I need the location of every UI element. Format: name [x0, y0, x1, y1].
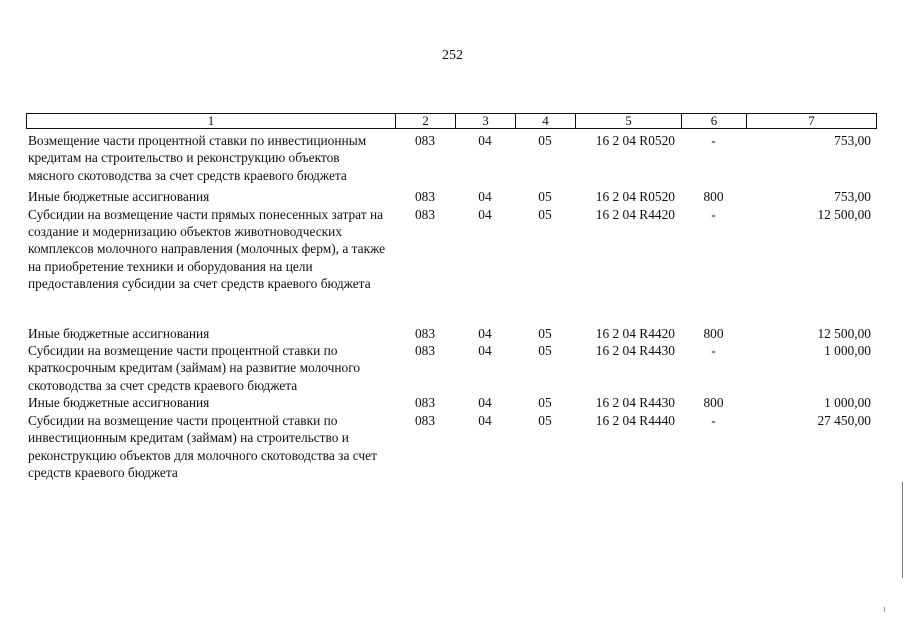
header-col-3: 3	[456, 114, 516, 129]
row-col-2: 083	[414, 206, 436, 222]
scan-edge-mark	[902, 482, 903, 578]
header-col-4: 4	[516, 114, 576, 129]
row-name: Иные бюджетные ассигнования	[28, 189, 210, 205]
row-name: Возмещение части процентной ставки по инвестиционным кредитам на строительство и реконструкцию объектов мясного скотоводства за счет средств краевого бюджета	[28, 133, 367, 183]
row-col-7: 753,00	[834, 189, 871, 205]
row-col-6: 800	[703, 189, 724, 205]
row-col-6: -	[711, 412, 716, 428]
row-name: Субсидии на возмещение части процентной ставки по краткосрочным кредитам (займам) на развитие молочного скотоводства за счет средств краевого бюджета	[28, 343, 361, 393]
table-body	[26, 132, 876, 481]
row-col-6: 800	[703, 325, 724, 341]
row-col-5: 16 2 04 R4430	[595, 343, 675, 359]
row-col-5: 16 2 04 R4430	[595, 395, 675, 411]
row-col-3: 04	[478, 206, 492, 222]
row-col-4: 05	[538, 412, 552, 428]
page-number: 252	[442, 48, 463, 63]
row-col-7: 12 500,00	[817, 325, 871, 341]
table-row	[26, 325, 876, 342]
row-col-3: 04	[478, 325, 492, 341]
table-row	[26, 188, 876, 205]
row-col-2: 083	[414, 189, 436, 205]
row-col-3: 04	[478, 133, 492, 148]
row-col-4: 05	[538, 325, 552, 341]
row-col-7: 753,00	[834, 133, 871, 148]
row-col-6: -	[711, 133, 716, 148]
header-col-5: 5	[576, 114, 682, 129]
table-header	[26, 113, 877, 129]
scan-dot-mark	[884, 607, 885, 612]
header-col-2: 2	[396, 114, 456, 129]
row-name: Иные бюджетные ассигнования	[28, 395, 210, 411]
row-col-4: 05	[538, 133, 552, 148]
table-row	[26, 206, 876, 325]
row-col-2: 083	[414, 325, 436, 341]
budget-table	[26, 132, 876, 481]
row-col-6: 800	[703, 395, 724, 411]
row-col-3: 04	[478, 189, 492, 205]
row-col-6: -	[711, 206, 716, 222]
row-col-5: 16 2 04 R4440	[595, 412, 675, 428]
row-col-7: 1 000,00	[824, 343, 871, 359]
row-col-2: 083	[414, 133, 436, 148]
row-col-7: 27 450,00	[817, 412, 871, 428]
header-col-6: 6	[682, 114, 747, 129]
row-name: Субсидии на возмещение части процентной ставки по инвестиционным кредитам (займам) на строительство и реконструкцию объектов для молочного скотоводства за счет средств краевого бюджета	[28, 412, 377, 480]
row-col-4: 05	[538, 189, 552, 205]
row-col-5: 16 2 04 R4420	[595, 206, 675, 222]
table-row	[26, 394, 876, 411]
table-row	[26, 132, 876, 188]
header-row	[27, 114, 877, 129]
row-col-4: 05	[538, 206, 552, 222]
table-row	[26, 412, 876, 482]
row-name: Субсидии на возмещение части прямых понесенных затрат на создание и модернизацию объектов животноводческих комплексов молочного направления (молочных ферм), а также на приобретение техники и оборудования на цели предоставления субсидии за счет средств краевого бюджета	[28, 206, 386, 292]
row-col-4: 05	[538, 343, 552, 359]
header-col-1: 1	[27, 114, 396, 129]
row-col-2: 083	[414, 412, 436, 428]
row-col-5: 16 2 04 R4420	[595, 325, 675, 341]
header-col-7: 7	[747, 114, 877, 129]
row-name: Иные бюджетные ассигнования	[28, 325, 210, 341]
row-col-5: 16 2 04 R0520	[595, 133, 675, 148]
row-col-2: 083	[414, 343, 436, 359]
row-col-3: 04	[478, 412, 492, 428]
row-col-7: 1 000,00	[824, 395, 871, 411]
row-col-2: 083	[414, 395, 436, 411]
row-col-7: 12 500,00	[817, 206, 871, 222]
row-col-5: 16 2 04 R0520	[595, 189, 675, 205]
table-row	[26, 342, 876, 394]
row-col-3: 04	[478, 395, 492, 411]
row-col-6: -	[711, 343, 716, 359]
row-col-3: 04	[478, 343, 492, 359]
row-col-4: 05	[538, 395, 552, 411]
